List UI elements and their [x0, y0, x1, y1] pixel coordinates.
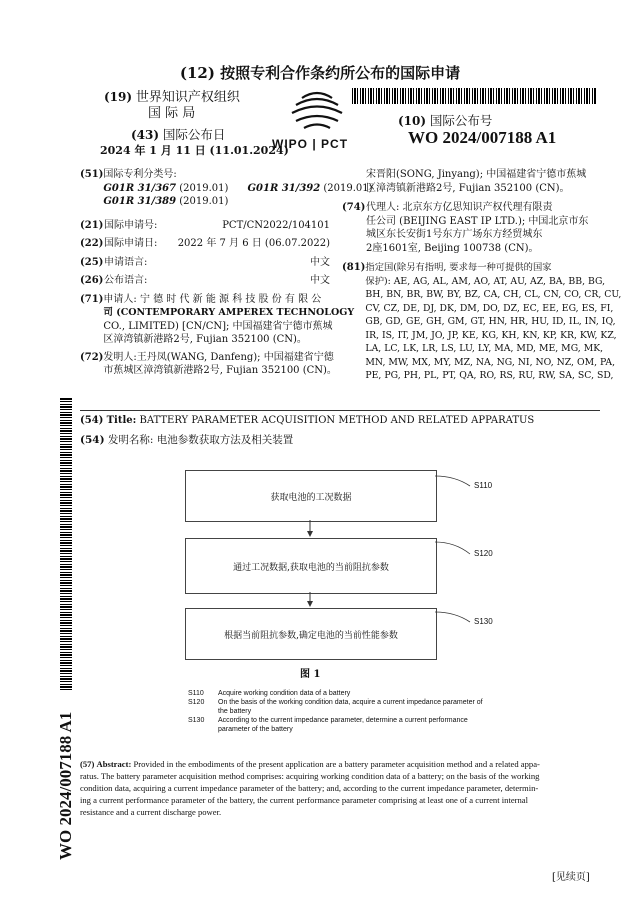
barcode-side [60, 398, 72, 690]
step-text: 根据当前阻抗参数,确定电池的当前性能参数 [224, 630, 398, 641]
applicant-line: 区漳湾镇新港路2号, Fujian 352100 (CN)。 [103, 334, 307, 345]
org-num: (19) [104, 90, 133, 104]
states-line: MN, MW, MX, MY, MZ, NA, NG, NI, NO, NZ, OM, PA, [365, 356, 616, 368]
abstract-line: resistance and a current discharge power. [80, 807, 222, 817]
leader-line [435, 542, 470, 554]
barcode-top [352, 88, 596, 104]
step-label-s130: S130 [474, 617, 493, 626]
document-title: (12) 按照专利合作条约所公布的国际申请 [179, 64, 461, 82]
field-25 [80, 256, 330, 270]
field-22-num: (22) [80, 238, 104, 249]
agent-line: 代理人: 北京东方亿思知识产权代理有限责 [366, 202, 553, 213]
ipc-year: (2019.01) [179, 182, 229, 194]
figure-legend [188, 689, 488, 734]
step-label-s110: S110 [474, 481, 493, 490]
wipo-pct-text: WIPO | PCT [272, 137, 349, 151]
ipc-code: G01R 31/389 [103, 196, 177, 207]
inventor-line: 区漳湾镇新港路2号, Fujian 352100 (CN)。 [366, 182, 570, 194]
states-line: LA, LC, LK, LR, LS, LU, LY, MA, MD, ME, MG, MK, [365, 343, 604, 354]
field-21-label: 国际申请号: [104, 219, 158, 231]
field-22-label: 国际申请日: [104, 238, 158, 249]
abstract-line: Provided in the embodiments of the present application are a battery parameter acquisition method and a related appa- [133, 759, 540, 769]
ipc-year: (2019.01) [323, 182, 373, 194]
agent-line: 城区东长安街1号东方广场东方经贸城东 [366, 229, 543, 240]
field-71-num: (71) [80, 293, 104, 305]
abstract-label: Abstract: [96, 759, 132, 769]
title-en-num: (54) [80, 415, 104, 426]
states-line: 指定国(除另有指明, 要求每一种可提供的国家 [365, 262, 552, 273]
ipc-code: G01R 31/367 [103, 182, 177, 194]
pubdate-label-line [131, 125, 225, 143]
field-22-value: 2022 年 7 月 6 日 (06.07.2022) [177, 238, 330, 249]
field-25-label: 申请语言: [104, 256, 148, 268]
field-26-num: (26) [80, 275, 104, 286]
inventor-continued [342, 168, 600, 195]
states-line: CV, CZ, DE, DJ, DK, DM, DO, DZ, EC, EE, EG, ES, FI, [365, 302, 614, 314]
legend-row [188, 716, 488, 734]
field-51-num: (51) [80, 169, 104, 180]
field-81 [342, 261, 622, 383]
org-name: 世界知识产权组织 [135, 90, 240, 105]
agent-line: 2座1601室, Beijing 100738 (CN)。 [366, 242, 539, 254]
inventor-line: 发明人:王丹凤(WANG, Danfeng); 中国福建省宁德 [103, 351, 334, 363]
legend-text: Acquire working condition data of a battery [218, 690, 351, 697]
pubno-label: 国际公布号 [429, 113, 493, 128]
ipc-code: G01R 31/392 [247, 182, 321, 194]
inventor-line: 宋晋阳(SONG, Jinyang); 中国福建省宁德市蕉城 [366, 169, 587, 180]
side-publication-number: WO 2024/007188 A1 [56, 711, 75, 860]
wipo-emblem-icon [282, 90, 352, 136]
legend-text: According to the current impedance parameter, determine a current performance [218, 717, 468, 724]
states-line: IR, IS, IT, JM, JO, JP, KE, KG, KH, KN, KP, KR, KW, KZ, [365, 329, 617, 341]
applicant-line: 申请人: 宁 德 时 代 新 能 源 科 技 股 份 有 限 公 [103, 293, 322, 305]
field-26-value: 中文 [310, 275, 330, 286]
step-text: 通过工况数据,获取电池的当前阻抗参数 [233, 562, 389, 573]
field-51-label: 国际专利分类号: [103, 169, 177, 180]
legend-text: On the basis of the working condition data, acquire a current impedance parameter of [218, 699, 483, 706]
abstract-line: ing a current performance parameter of the battery, the current performance parameter comprising at least one of a current internal [80, 795, 529, 805]
legend-row [188, 698, 488, 716]
org-name-line2: 国 际 局 [148, 106, 196, 121]
leader-line [435, 476, 470, 486]
legend-code: S110 [188, 690, 204, 697]
title-zh [80, 432, 293, 447]
pubdate-num: (43) [131, 128, 160, 142]
legend-text: parameter of the battery [218, 726, 293, 733]
agent-line: 任公司 (BEIJING EAST IP LTD.); 中国北京市东 [366, 215, 589, 227]
abstract-line: condition data, acquiring a current impedance parameter of the battery; and, according to the current impedance parameter, determin- [80, 783, 539, 793]
field-26 [80, 274, 330, 288]
field-74 [342, 201, 600, 255]
field-25-num: (25) [80, 256, 104, 268]
inventor-line: 市蕉城区漳湾镇新港路2号, Fujian 352100 (CN)。 [103, 365, 337, 376]
pubno-label-line [398, 111, 492, 129]
abstract [80, 758, 600, 818]
title-zh-label: 发明名称: [107, 434, 154, 446]
title-en-value: BATTERY PARAMETER ACQUISITION METHOD AND RELATED APPARATUS [139, 415, 535, 426]
right-column [342, 168, 622, 383]
field-21-num: (21) [80, 219, 104, 231]
figure-caption: 图 1 [300, 669, 321, 680]
field-26-label: 公布语言: [104, 275, 148, 286]
title-en-label: Title: [106, 415, 137, 426]
divider-rule [80, 410, 600, 411]
states-line: GB, GD, GE, GH, GM, GT, HN, HR, HU, ID, IL, IN, IQ, [365, 316, 616, 327]
pubno-value: WO 2024/007188 A1 [408, 128, 557, 147]
field-74-num: (74) [342, 202, 366, 213]
ipc-year: (2019.01) [179, 196, 229, 207]
applicant-line: 司 (CONTEMPORARY AMPEREX TECHNOLOGY [103, 307, 355, 318]
abstract-line: ratus. The battery parameter acquisition method comprises: acquiring working condition data of a battery; on the basis of the working [80, 771, 540, 781]
legend-row [188, 689, 488, 698]
field-21-value: PCT/CN2022/104101 [222, 219, 330, 231]
field-25-value: 中文 [310, 256, 330, 268]
legend-code: S130 [188, 717, 205, 724]
states-line: 保护): AE, AG, AL, AM, AO, AT, AU, AZ, BA, BB, BG, [365, 275, 606, 287]
continued-note: [见续页] [552, 872, 590, 883]
field-72-num: (72) [80, 351, 104, 363]
states-line: PE, PG, PH, PL, PT, QA, RO, RS, RU, RW, SA, SC, SD, [365, 370, 614, 381]
title-en [80, 415, 534, 426]
field-72 [80, 351, 337, 378]
title-zh-num: (54) [80, 434, 105, 446]
pubdate-label: 国际公布日 [162, 127, 226, 142]
legend-code: S120 [188, 699, 205, 706]
legend-text: the battery [218, 708, 252, 715]
abstract-num: (57) [80, 759, 95, 769]
step-text: 获取电池的工况数据 [270, 492, 352, 503]
pubno-num: (10) [398, 114, 427, 128]
step-label-s120: S120 [474, 549, 493, 558]
field-21 [80, 219, 330, 233]
field-22 [80, 237, 330, 251]
applicant-line: CO., LIMITED) [CN/CN]; 中国福建省宁德市蕉城 [103, 320, 333, 332]
wipo-logo [282, 90, 352, 136]
field-71 [80, 293, 355, 347]
flowchart-connectors [180, 470, 500, 665]
leader-line [435, 612, 470, 622]
title-zh-value: 电池参数获取方法及相关装置 [156, 434, 294, 446]
states-line: BH, BN, BR, BW, BY, BZ, CA, CH, CL, CN, CO, CR, CU, [365, 289, 622, 300]
pubdate-value: 2024 年 1 月 11 日 (11.01.2024) [100, 144, 289, 157]
field-81-num: (81) [342, 262, 366, 273]
